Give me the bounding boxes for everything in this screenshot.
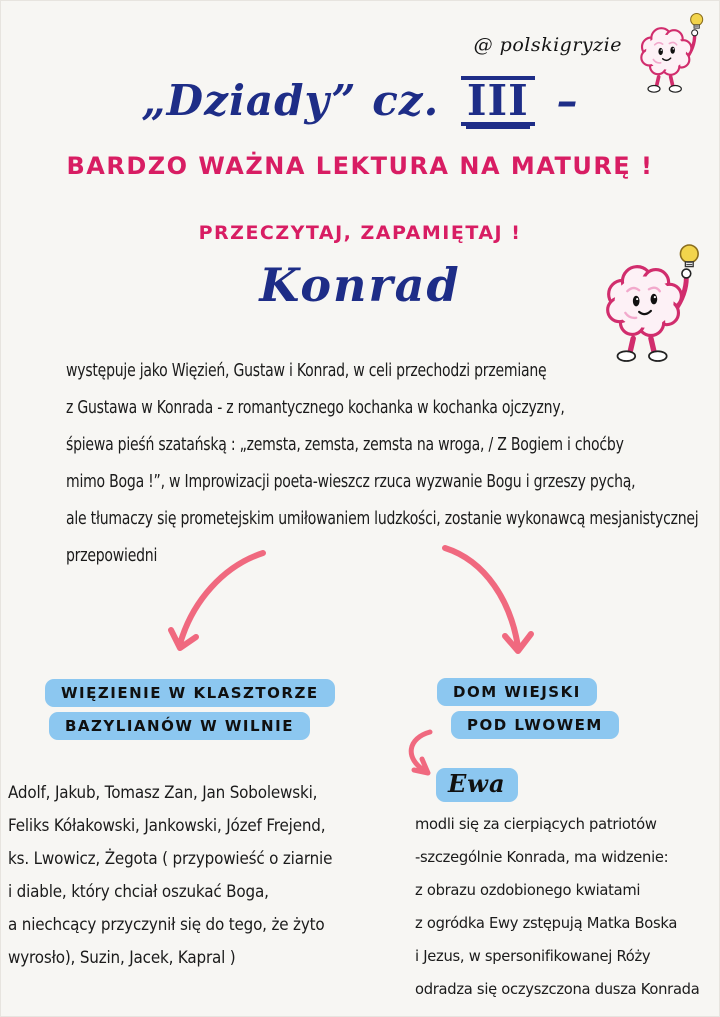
ewa-description [415, 808, 719, 1006]
text-line: z Gustawa w Konrada - z romantycznego kochanka w kochanka ojczyzny, [66, 397, 565, 418]
text-line: z ogródka Ewy zstępują Matka Boska [415, 914, 678, 932]
location-tag-prison: WIĘZIENIE W KLASZTORZE [45, 679, 335, 707]
text-line: z obrazu ozdobionego kwiatami [415, 881, 641, 899]
prisoners-list [8, 776, 404, 974]
text-line: występuje jako Więzień, Gustaw i Konrad, w celi przechodzi przemianę [66, 360, 547, 381]
text-line: i Jezus, w spersonifikowanej Róży [415, 947, 651, 965]
text-line: i diable, który chciał oszukać Boga, [8, 882, 269, 901]
character-heading: Konrad [259, 258, 461, 312]
text-line: ks. Lwowicz, Żegota ( przypowieść o ziarnie [8, 849, 333, 868]
text-line: odradza się oczyszczona dusza Konrada [415, 980, 700, 998]
person-tag-ewa: Ewa [436, 768, 518, 802]
text-line: przepowiedni [66, 545, 158, 566]
text-line: wyrosło), Suzin, Jacek, Kapral ) [8, 948, 236, 967]
text-line: Feliks Kółakowski, Jankowski, Józef Frejend, [8, 816, 326, 835]
text-line: Adolf, Jakub, Tomasz Zan, Jan Sobolewski, [8, 783, 318, 802]
location-tag-vilnius: BAZYLIANÓW W WILNIE [49, 712, 310, 740]
location-tag-country-house: DOM WIEJSKI [437, 678, 597, 706]
title-prefix: „Dziady” cz. [141, 76, 440, 125]
text-line: ale tłumaczy się prometejskim umiłowaniem ludzkości, zostanie wykonawcą mesjanistycznej [66, 508, 699, 529]
curved-arrow-right-icon [445, 548, 518, 647]
location-tag-lwow: POD LWOWEM [451, 711, 619, 739]
text-line: -szczególnie Konrada, ma widzenie: [415, 848, 669, 866]
instagram-handle: @ polskigryzie [473, 34, 622, 56]
text-line: śpiewa pieśń szatańską : „zemsta, zemsta, zemsta na wroga, / Z Bogiem i choćby [66, 434, 624, 455]
branch-arrows [140, 540, 570, 675]
page-title [0, 76, 720, 126]
call-to-action: PRZECZYTAJ, ZAPAMIĘTAJ ! [198, 222, 522, 244]
text-line: a niechcący przyczynił się do tego, że żyto [8, 915, 325, 934]
title-dash: – [556, 76, 579, 125]
text-line: modli się za cierpiących patriotów [415, 815, 657, 833]
text-line: mimo Boga !”, w Improwizacji poeta-wieszcz rzuca wyzwanie Bogu i grzeszy pychą, [66, 471, 636, 492]
curved-arrow-left-icon [180, 553, 263, 644]
title-numeral: III [461, 76, 535, 126]
importance-banner: BARDZO WAŻNA LEKTURA NA MATURĘ ! [66, 152, 654, 180]
brain-mascot-icon [588, 240, 706, 368]
